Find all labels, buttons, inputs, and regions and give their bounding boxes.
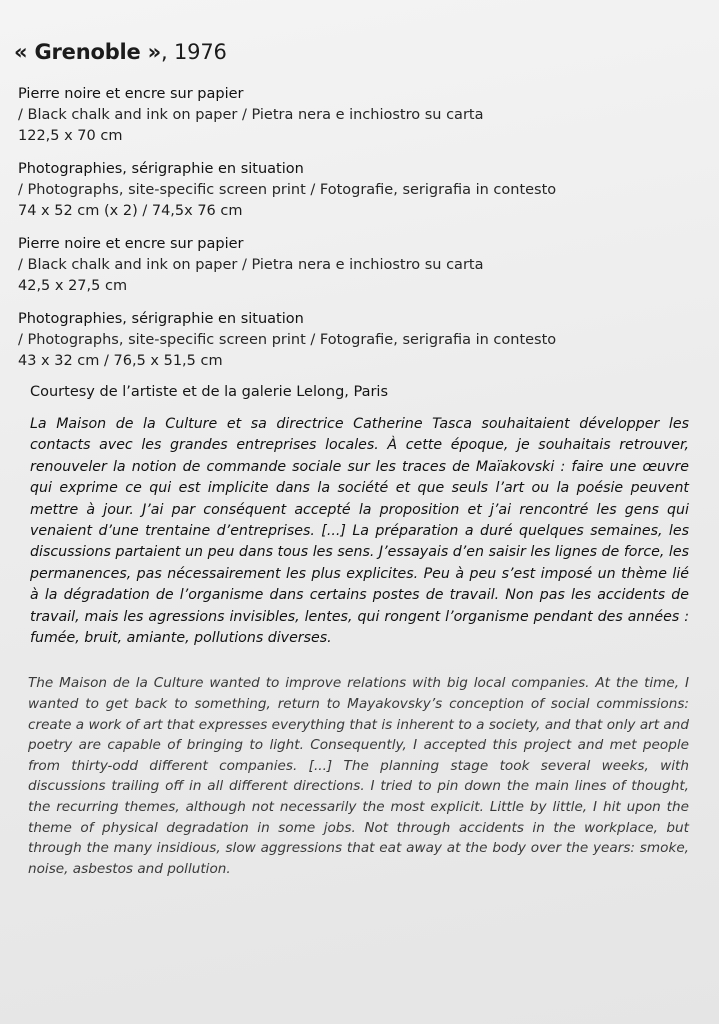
artwork-name: « Grenoble » [14, 40, 162, 64]
medium-translations: / Black chalk and ink on paper / Pietra nera e inchiostro su carta [18, 257, 484, 273]
courtesy-line: Courtesy de l’artiste et de la galerie Lelong, Paris [30, 384, 389, 400]
english-statement [28, 673, 689, 879]
french-statement [30, 414, 689, 649]
medium-fr: Pierre noire et encre sur papier [18, 236, 244, 252]
medium-translations: / Black chalk and ink on paper / Pietra nera e inchiostro su carta [18, 107, 484, 123]
dimensions: 74 x 52 cm (x 2) / 74,5x 76 cm [18, 203, 243, 219]
medium-translations: / Photographs, site-specific screen print / Fotografie, serigrafia in contesto [18, 182, 557, 198]
work-entry-2 [18, 159, 689, 222]
medium-fr: Pierre noire et encre sur papier [18, 86, 244, 102]
french-statement-text: La Maison de la Culture et sa directrice Catherine Tasca souhaitaient développer les contacts avec les grandes entreprises locales. À cette époque, je souhaitais retrouver, renouveler la notion de commande sociale sur les traces de Maïakovski : faire une œuvre qui exprime ce qui est implicite dans la société et que seuls l’art ou la poésie peuvent mettre à jour. J’ai par conséquent accepté la proposition et j’ai rencontré les gens qui venaient d’une trentaine d’entreprises. [...] La préparation a duré quelques semaines, les discussions partaient un peu dans tous les sens. J’essayais d’en saisir les lignes de force, les permanences, pas nécessairement les plus explicites. Peu à peu s’est imposé un thème lié à la dégradation de l’organisme dans certains postes de travail. Non pas les accidents de travail, mais les agressions invisibles, lentes, qui rongent l’organisme pendant des années : fumée, bruit, amiante, pollutions diverses. [30, 416, 689, 647]
work-entry-4 [18, 309, 689, 372]
work-entry-3 [18, 234, 689, 297]
medium-fr: Photographies, sérigraphie en situation [18, 161, 304, 177]
artwork-year: , 1976 [161, 40, 227, 64]
medium-fr: Photographies, sérigraphie en situation [18, 311, 304, 327]
work-entry-1 [18, 84, 689, 147]
dimensions: 42,5 x 27,5 cm [18, 278, 128, 294]
english-statement-text: The Maison de la Culture wanted to improve relations with big local companies. At the time, I wanted to get back to something, return to Mayakovsky’s conception of social commissions: create a work of art that expresses everything that is inherent to a society, and that only art and poetry are capable of bringing to light. Consequently, I accepted this project and met people from thirty-odd different companies. [...] The planning stage took several weeks, with discussions trailing off in all different directions. I tried to pin down the main lines of thought, the recurring themes, although not necessarily the most explicit. Little by little, I hit upon the theme of physical degradation in some jobs. Not through accidents in the workplace, but through the many insidious, slow aggressions that eat away at the body over the years: smoke, noise, asbestos and pollution. [28, 675, 689, 877]
medium-translations: / Photographs, site-specific screen print / Fotografie, serigrafia in contesto [18, 332, 557, 348]
dimensions: 43 x 32 cm / 76,5 x 51,5 cm [18, 353, 223, 369]
artwork-title [14, 40, 689, 64]
dimensions: 122,5 x 70 cm [18, 128, 123, 144]
